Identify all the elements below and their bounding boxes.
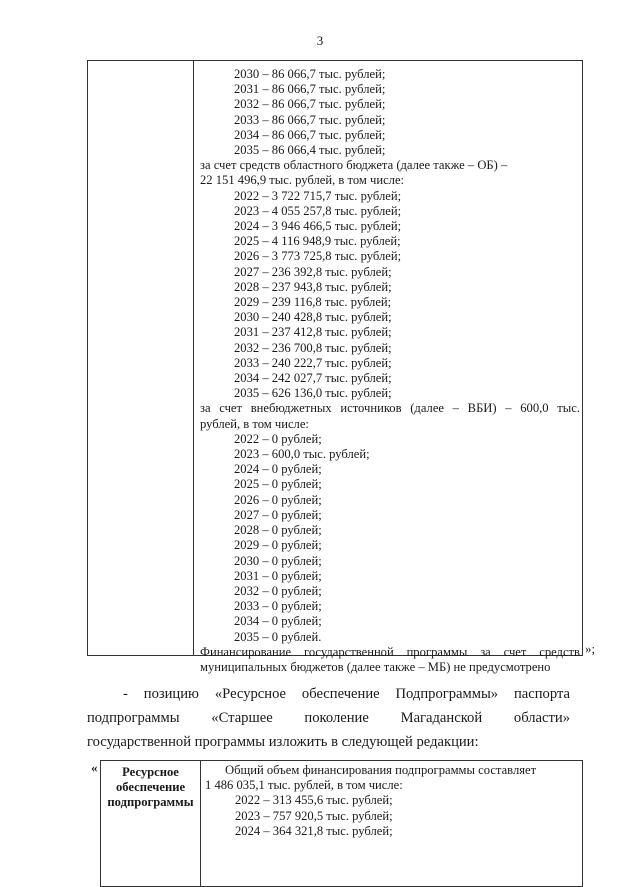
vbi-line: 2032 – 0 рублей;: [234, 583, 322, 598]
amendment-paragraph: [87, 682, 570, 754]
ob-intro: за счет средств областного бюджета (далее также – ОБ) –: [200, 158, 508, 173]
ob-line: 2031 – 237 412,8 тыс. рублей;: [234, 325, 392, 340]
ob-total: 22 151 496,9 тыс. рублей, в том числе:: [200, 173, 405, 188]
vbi-line: 2023 – 600,0 тыс. рублей;: [234, 447, 370, 462]
financing-line: 2030 – 86 066,7 тыс. рублей;: [234, 67, 386, 81]
ob-line: 2030 – 240 428,8 тыс. рублей;: [234, 310, 392, 325]
resource-label: [101, 765, 200, 810]
ob-line: 2029 – 239 116,8 тыс. рублей;: [234, 295, 392, 310]
vbi-line: 2022 – 0 рублей;: [234, 431, 322, 446]
subprogram-line: 2023 – 757 920,5 тыс. рублей;: [235, 808, 393, 823]
paragraph-line: - позицию «Ресурсное обеспечение Подпрограммы» паспорта: [123, 686, 570, 702]
vbi-line: 2028 – 0 рублей;: [234, 523, 322, 538]
ob-line: 2032 – 236 700,8 тыс. рублей;: [234, 340, 392, 355]
vbi-line: 2025 – 0 рублей;: [234, 477, 322, 492]
subprogram-line: 2024 – 364 321,8 тыс. рублей;: [235, 823, 393, 838]
financing-line: 2033 – 86 066,7 тыс. рублей;: [234, 112, 386, 127]
ob-line: 2034 – 242 027,7 тыс. рублей;: [234, 371, 392, 386]
ob-line: 2023 – 4 055 257,8 тыс. рублей;: [234, 203, 402, 218]
opening-quote: «: [91, 760, 98, 775]
vbi-line: 2024 – 0 рублей;: [234, 462, 322, 477]
total-intro: Общий объем финансирования подпрограммы составляет: [225, 763, 537, 777]
mb-note-line2: муниципальных бюджетов (далее также – МБ) не предусмотрено: [200, 659, 551, 674]
ob-line: 2028 – 237 943,8 тыс. рублей;: [234, 279, 392, 294]
paragraph-line: подпрограммы «Старшее поколение Магаданской области»: [87, 710, 570, 726]
ob-line: 2027 – 236 392,8 тыс. рублей;: [234, 264, 392, 279]
financing-line: 2032 – 86 066,7 тыс. рублей;: [234, 97, 386, 112]
financing-line: 2031 – 86 066,7 тыс. рублей;: [234, 82, 386, 97]
label-line: обеспечение: [115, 780, 186, 794]
subprogram-line: 2022 – 313 455,6 тыс. рублей;: [235, 793, 393, 808]
subprogram-resource-table: [100, 760, 583, 887]
vbi-line: 2035 – 0 рублей.: [234, 629, 322, 644]
mb-note-line1: Финансирование государственной программы за счет средств: [200, 644, 580, 659]
column-divider: [193, 61, 194, 655]
page-number: 3: [316, 33, 324, 48]
financing-line: 2034 – 86 066,7 тыс. рублей;: [234, 127, 386, 142]
vbi-intro: за счет внебюджетных источников (далее – ВБИ) – 600,0 тыс.: [200, 401, 580, 416]
ob-line: 2025 – 4 116 948,9 тыс. рублей;: [234, 234, 401, 249]
ob-line: 2024 – 3 946 466,5 тыс. рублей;: [234, 219, 402, 234]
vbi-line: 2030 – 0 рублей;: [234, 553, 322, 568]
ob-line: 2033 – 240 222,7 тыс. рублей;: [234, 355, 392, 370]
vbi-line: 2029 – 0 рублей;: [234, 538, 322, 553]
label-line: подпрограммы: [107, 795, 194, 809]
financing-text: [200, 67, 580, 675]
label-line: Ресурсное: [122, 765, 179, 779]
total-amount: 1 486 035,1 тыс. рублей, в том числе:: [205, 778, 403, 793]
column-divider: [200, 761, 201, 886]
financing-table-continued: [87, 60, 583, 674]
paragraph-line: государственной программы изложить в следующей редакции:: [87, 734, 479, 750]
closing-quote: »;: [585, 641, 596, 656]
vbi-line: 2034 – 0 рублей;: [234, 614, 322, 629]
financing-line: 2035 – 86 066,4 тыс. рублей;: [234, 143, 386, 158]
vbi-total: рублей, в том числе:: [200, 416, 309, 431]
vbi-line: 2027 – 0 рублей;: [234, 507, 322, 522]
vbi-line: 2031 – 0 рублей;: [234, 568, 322, 583]
resource-text: [205, 763, 577, 839]
vbi-line: 2026 – 0 рублей;: [234, 492, 322, 507]
ob-line: 2035 – 626 136,0 тыс. рублей;: [234, 386, 392, 401]
vbi-line: 2033 – 0 рублей;: [234, 599, 322, 614]
ob-line: 2026 – 3 773 725,8 тыс. рублей;: [234, 249, 402, 264]
ob-line: 2022 – 3 722 715,7 тыс. рублей;: [234, 188, 402, 203]
